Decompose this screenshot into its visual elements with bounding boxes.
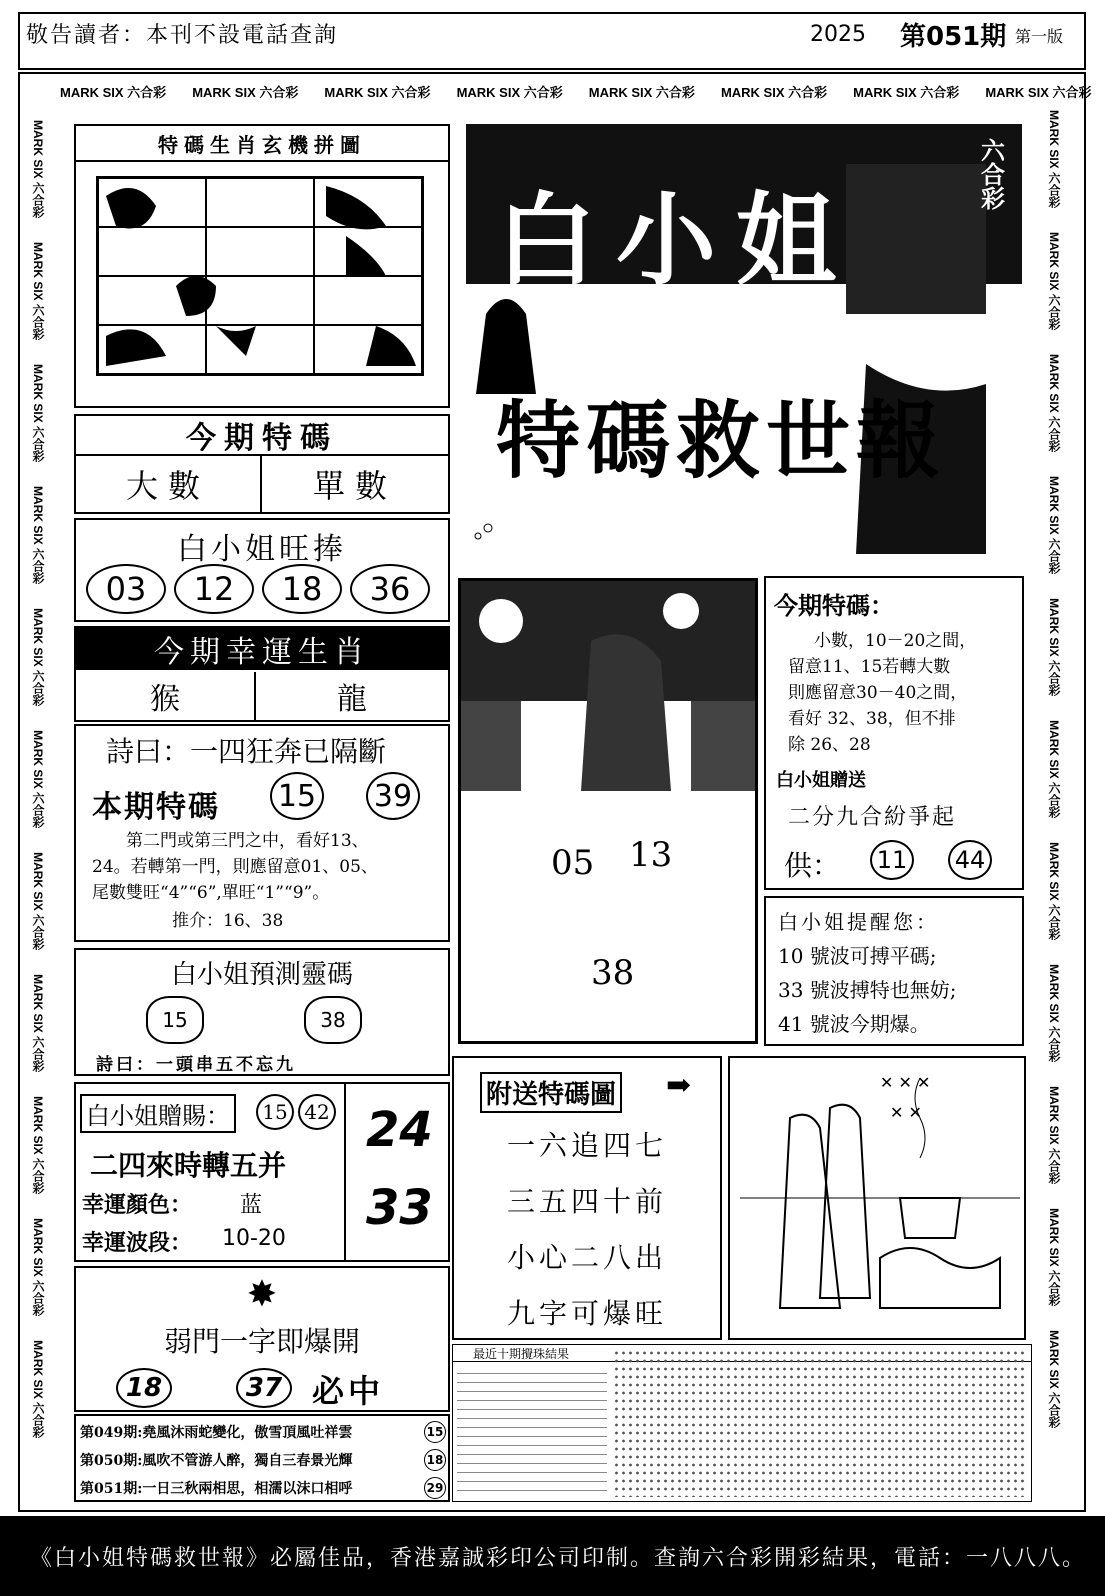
forecast-title: 白小姐預測靈碼 bbox=[170, 960, 353, 990]
special-number: 15 bbox=[270, 772, 324, 820]
gift-number: 15 bbox=[256, 1094, 294, 1130]
lucky-color-value: 蓝 bbox=[240, 1193, 263, 1218]
recommend-text: 推介：16、38 bbox=[172, 911, 284, 931]
weak-door-number: 37 bbox=[236, 1368, 292, 1408]
footer: 《白小姐特碼救世報》必屬佳品，香港嘉誠彩印公司印制。查詢六合彩開彩結果，電話：一八八八。 bbox=[0, 1516, 1105, 1596]
draw-line: 九字可爆旺 bbox=[506, 1297, 667, 1330]
white-lady-bang-title: 白小姐旺捧 bbox=[177, 532, 347, 567]
puzzle-sketch bbox=[96, 176, 424, 376]
gift-line: 二四來時轉五并 bbox=[90, 1149, 287, 1182]
special-code-notes bbox=[764, 576, 1024, 890]
zodiac-puzzle bbox=[74, 124, 450, 408]
notes-line: 小數，10－20之間， bbox=[814, 631, 977, 651]
special-code-title: 今期特碼 bbox=[76, 416, 448, 456]
supply-label: 供： bbox=[784, 849, 841, 882]
star-icon: ✸ bbox=[246, 1273, 278, 1315]
reminder-line: 白小姐提醒您： bbox=[778, 910, 939, 934]
poem-text-1: 第二門或第三門之中，看好13、 bbox=[126, 831, 369, 851]
photo-number: 05 bbox=[551, 843, 595, 883]
poem-text-3: 尾數雙旺“4”“6”,單旺“1”“9”。 bbox=[92, 883, 330, 903]
portrait-photo bbox=[461, 581, 755, 811]
bang-number: 12 bbox=[174, 564, 254, 614]
supply-number: 11 bbox=[870, 840, 914, 880]
special-code-box bbox=[74, 414, 450, 514]
draw-line: 小心二八出 bbox=[506, 1241, 667, 1274]
lucky-zodiac-title: 今期幸運生肖 bbox=[76, 628, 448, 670]
odd-number-label: 單數 bbox=[312, 467, 397, 505]
results-grid bbox=[613, 1349, 1027, 1497]
masthead-badge: 六合彩 bbox=[976, 138, 1006, 210]
notes-line: 看好 32、38，但不排 bbox=[788, 709, 956, 729]
draw-line: 一六追四七 bbox=[506, 1129, 667, 1162]
bang-number: 18 bbox=[262, 564, 342, 614]
issue-year: 2025 bbox=[810, 22, 866, 47]
gift-box bbox=[74, 1082, 450, 1262]
zodiac-item: 龍 bbox=[337, 682, 367, 717]
bang-number: 36 bbox=[350, 564, 430, 614]
poem-line: 詩曰：一四狂奔已隔斷 bbox=[106, 735, 387, 768]
gift-big-number: 24 bbox=[366, 1102, 433, 1158]
weak-door-number: 18 bbox=[116, 1368, 172, 1408]
arrow-right-icon: ➡ bbox=[666, 1068, 692, 1103]
history-row: 第050期: 風吹不管游人醉，獨自三春景光輝 18 bbox=[80, 1446, 446, 1474]
weak-door-box bbox=[74, 1266, 450, 1412]
history-box bbox=[74, 1414, 450, 1502]
forecast-number: 38 bbox=[304, 996, 362, 1044]
forecast-poem: 詩曰：一頭串五不忘九 bbox=[96, 1055, 296, 1075]
forecast-box bbox=[74, 948, 450, 1076]
puzzle-title: 特碼生肖玄機拼圖 bbox=[76, 126, 448, 162]
watermark-right: MARK SIX 六合彩 MARK SIX 六合彩 MARK SIX 六合彩 MARK SIX 六合彩 MARK SIX 六合彩 MARK SIX 六合彩 MARK SIX 六合彩 MARK SIX 六合彩 MARK SIX 六合彩 MARK SIX 六合彩 MARK SIX 六合彩 bbox=[1047, 110, 1061, 1429]
photo-number: 38 bbox=[591, 953, 635, 993]
weak-door-text: 弱門一字即爆開 bbox=[163, 1325, 360, 1358]
history-row: 第049期: 堯風沐雨蛇變化，傲雪頂風吐祥雲 15 bbox=[80, 1418, 446, 1446]
white-lady-bang bbox=[74, 518, 450, 622]
zodiac-item: 猴 bbox=[76, 672, 256, 720]
special-code-label: 本期特碼 bbox=[92, 790, 220, 825]
lucky-zodiac bbox=[74, 626, 450, 722]
poem-text-2: 24。若轉第一門，則應留意01、05、 bbox=[92, 857, 378, 877]
lucky-wave-value: 10-20 bbox=[222, 1226, 286, 1251]
masthead-subtitle: 特碼救世報 bbox=[496, 391, 947, 490]
photo-box bbox=[458, 578, 758, 1044]
reminder-line: 10 號波可搏平碼; bbox=[778, 944, 937, 968]
svg-text:✕ ✕: ✕ ✕ bbox=[890, 1103, 922, 1122]
supply-number: 44 bbox=[948, 840, 992, 880]
issue-number: 第051期 bbox=[900, 22, 1007, 52]
draw-line: 三五四十前 bbox=[506, 1185, 667, 1218]
results-table bbox=[457, 1365, 607, 1497]
masthead-title: 白小姐 bbox=[496, 181, 856, 299]
draw-title: 附送特碼圖 bbox=[480, 1072, 622, 1113]
gift-label: 白小姐贈送 bbox=[776, 770, 866, 791]
gift-line: 二分九合紛爭起 bbox=[788, 805, 957, 830]
reader-notice: 敬告讀者：本刊不設電話查詢 bbox=[26, 23, 339, 48]
lucky-color-label: 幸運顏色： bbox=[82, 1192, 193, 1218]
notes-line: 留意11、15若轉大數 bbox=[788, 657, 951, 677]
gift-title: 白小姐贈賜： bbox=[80, 1094, 236, 1133]
recent-results bbox=[452, 1344, 1032, 1502]
watermark-left: MARK SIX 六合彩 MARK SIX 六合彩 MARK SIX 六合彩 MARK SIX 六合彩 MARK SIX 六合彩 MARK SIX 六合彩 MARK SIX 六合彩 MARK SIX 六合彩 MARK SIX 六合彩 MARK SIX 六合彩 MARK SIX 六合彩 bbox=[31, 120, 45, 1439]
results-title: 最近十期攪珠結果 bbox=[473, 1347, 570, 1361]
special-number: 39 bbox=[366, 772, 420, 820]
notes-title: 今期特碼： bbox=[774, 591, 894, 620]
ladies-illustration bbox=[730, 1058, 1024, 1338]
reminder-line: 41 號波今期爆。 bbox=[778, 1012, 930, 1036]
lucky-wave-label: 幸運波段： bbox=[82, 1230, 193, 1256]
bang-number: 03 bbox=[86, 564, 166, 614]
watermark-top: MARK SIX 六合彩 MARK SIX 六合彩 MARK SIX 六合彩 MARK SIX 六合彩 MARK SIX 六合彩 MARK SIX 六合彩 MARK SIX 六合彩 MARK SIX 六合彩 bbox=[60, 85, 1092, 100]
history-row: 第051期: 一日三秋兩相思，相濡以沫口相呼 29 bbox=[80, 1474, 446, 1502]
illustration-box bbox=[728, 1056, 1026, 1340]
sure-label: 必中 bbox=[312, 1372, 385, 1410]
gift-big-number: 33 bbox=[366, 1180, 433, 1236]
poem-block bbox=[74, 724, 450, 942]
gift-number: 42 bbox=[298, 1094, 336, 1130]
masthead bbox=[466, 124, 1022, 556]
edition-label: 第一版 bbox=[1015, 27, 1064, 46]
special-code-draw bbox=[452, 1056, 722, 1340]
reminder-box bbox=[764, 896, 1024, 1046]
big-number-label: 大數 bbox=[76, 456, 262, 512]
svg-text:✕ ✕ ✕: ✕ ✕ ✕ bbox=[880, 1073, 931, 1092]
forecast-number: 15 bbox=[146, 996, 204, 1044]
photo-number: 13 bbox=[629, 835, 673, 875]
reminder-line: 33 號波搏特也無妨; bbox=[778, 978, 957, 1002]
notes-line: 除 26、28 bbox=[788, 735, 871, 755]
notes-line: 則應留意30－40之間， bbox=[788, 683, 968, 703]
